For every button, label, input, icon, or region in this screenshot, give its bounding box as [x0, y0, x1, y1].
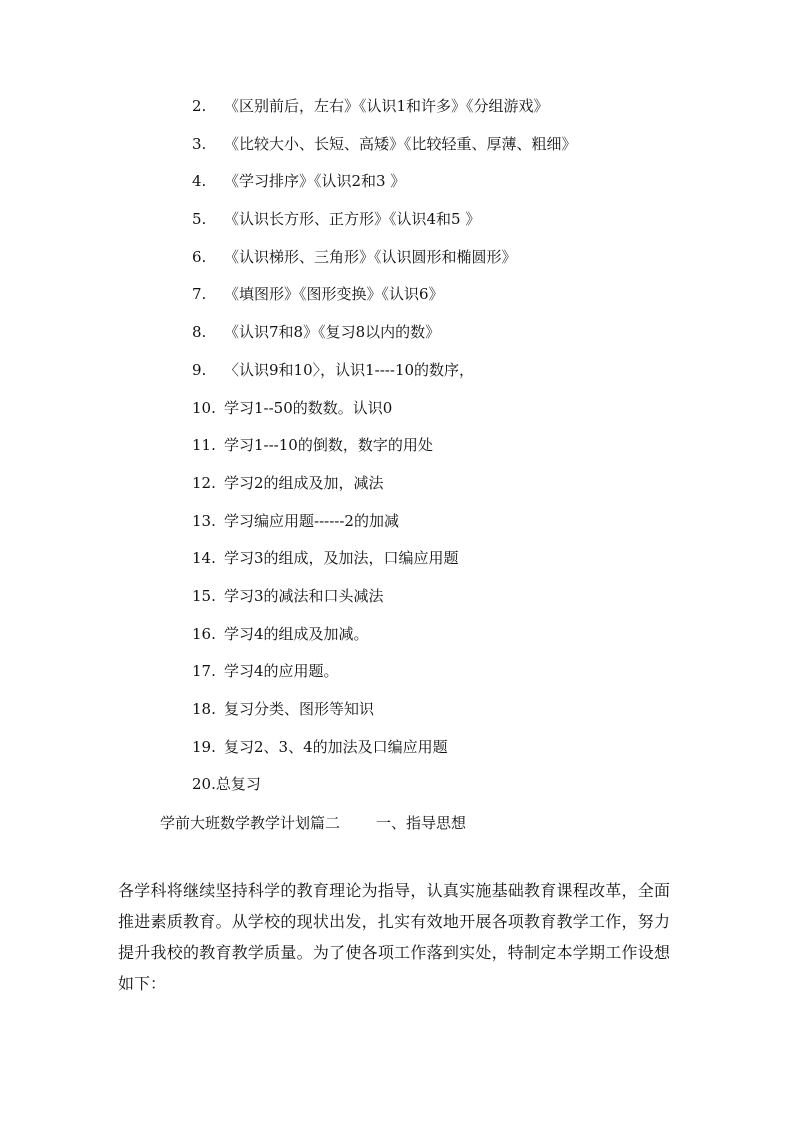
list-item-text: 《区别前后，左右》《认识1和许多》《分组游戏》 [224, 97, 549, 115]
list-item-text: 学习3的组成，及加法，口编应用题 [224, 549, 459, 568]
list-item-text: 《认识梯形、三角形》《认识圆形和椭圆形》 [224, 247, 517, 266]
list-item-number: 17. [192, 662, 216, 681]
list-item [192, 243, 752, 281]
list-item-text: 《填图形》《图形变换》《认识6》 [224, 285, 444, 304]
section-heading: 一、指导思想 [376, 814, 467, 832]
list-item-number: 10. [192, 398, 216, 417]
list-item [192, 544, 752, 582]
list-item [192, 469, 752, 507]
list-item-number: 2. [192, 97, 207, 115]
list-item-number: 20. [192, 775, 216, 794]
list-item-number: 14. [192, 549, 216, 568]
list-item-number: 6. [192, 247, 207, 266]
list-item-number: 5. [192, 210, 207, 229]
list-item-number: 12. [192, 473, 216, 492]
list-item-text: 学习3的减法和口头减法 [224, 586, 384, 605]
list-item [192, 620, 752, 658]
list-item-text: 学习1--50的数数。认识0 [224, 398, 393, 417]
list-item [192, 205, 752, 243]
lesson-list [192, 92, 752, 808]
list-item-number: 9. [192, 360, 207, 379]
list-item-text: 〈认识9和10〉，认识1----10的数序， [224, 360, 475, 379]
list-item [192, 167, 752, 205]
list-item-text: 《比较大小、长短、高矮》《比较轻重、厚薄、粗细》 [224, 134, 577, 153]
list-item-text: 《认识7和8》《复习8以内的数》 [224, 323, 441, 342]
list-item [192, 657, 752, 695]
document-title: 学前大班数学教学计划篇二 [160, 814, 341, 832]
list-item [192, 394, 752, 432]
list-item [192, 92, 752, 130]
list-item-number: 13. [192, 511, 216, 530]
list-item-number: 3. [192, 134, 207, 153]
list-item [192, 280, 752, 318]
list-item-text: 学习4的应用题。 [224, 662, 339, 681]
list-item-number: 16. [192, 624, 216, 643]
list-item-text: 《认识长方形、正方形》《认识4和5 》 [224, 210, 481, 229]
list-item-text: 学习编应用题------2的加减 [224, 511, 399, 530]
list-item-number: 11. [192, 436, 216, 455]
list-item [192, 130, 752, 168]
list-item-number: 4. [192, 172, 207, 191]
list-item [192, 733, 752, 771]
list-item-text: 总复习 [215, 775, 261, 794]
body-paragraph: 各学科将继续坚持科学的教育理论为指导，认真实施基础教育课程改革，全面推进素质教育。从学校的现状出发，扎实有效地开展各项教育教学工作，努力提升我校的教育教学质量。为了使各项工作落到实处，特制定本学期工作设想如下： [118, 881, 670, 993]
list-item-text: 学习1---10的倒数，数字的用处 [224, 436, 433, 455]
list-item-number: 8. [192, 323, 207, 342]
section-subtitle [160, 808, 466, 838]
list-item [192, 507, 752, 545]
list-item-text: 复习分类、图形等知识 [224, 700, 375, 718]
list-item-number: 19. [192, 737, 216, 756]
list-item-text: 复习2、3、4的加法及口编应用题 [224, 737, 448, 756]
list-item [192, 770, 752, 808]
list-item-text: 学习4的组成及加减。 [224, 624, 369, 643]
list-item [192, 318, 752, 356]
list-item [192, 431, 752, 469]
list-item-text: 《学习排序》《认识2和3 》 [224, 172, 406, 191]
list-item-number: 15. [192, 586, 216, 605]
list-item [192, 695, 752, 733]
list-item [192, 356, 752, 394]
list-item [192, 582, 752, 620]
list-item-number: 7. [192, 285, 207, 304]
list-item-text: 学习2的组成及加，减法 [224, 473, 384, 492]
list-item-number: 18. [192, 700, 216, 718]
